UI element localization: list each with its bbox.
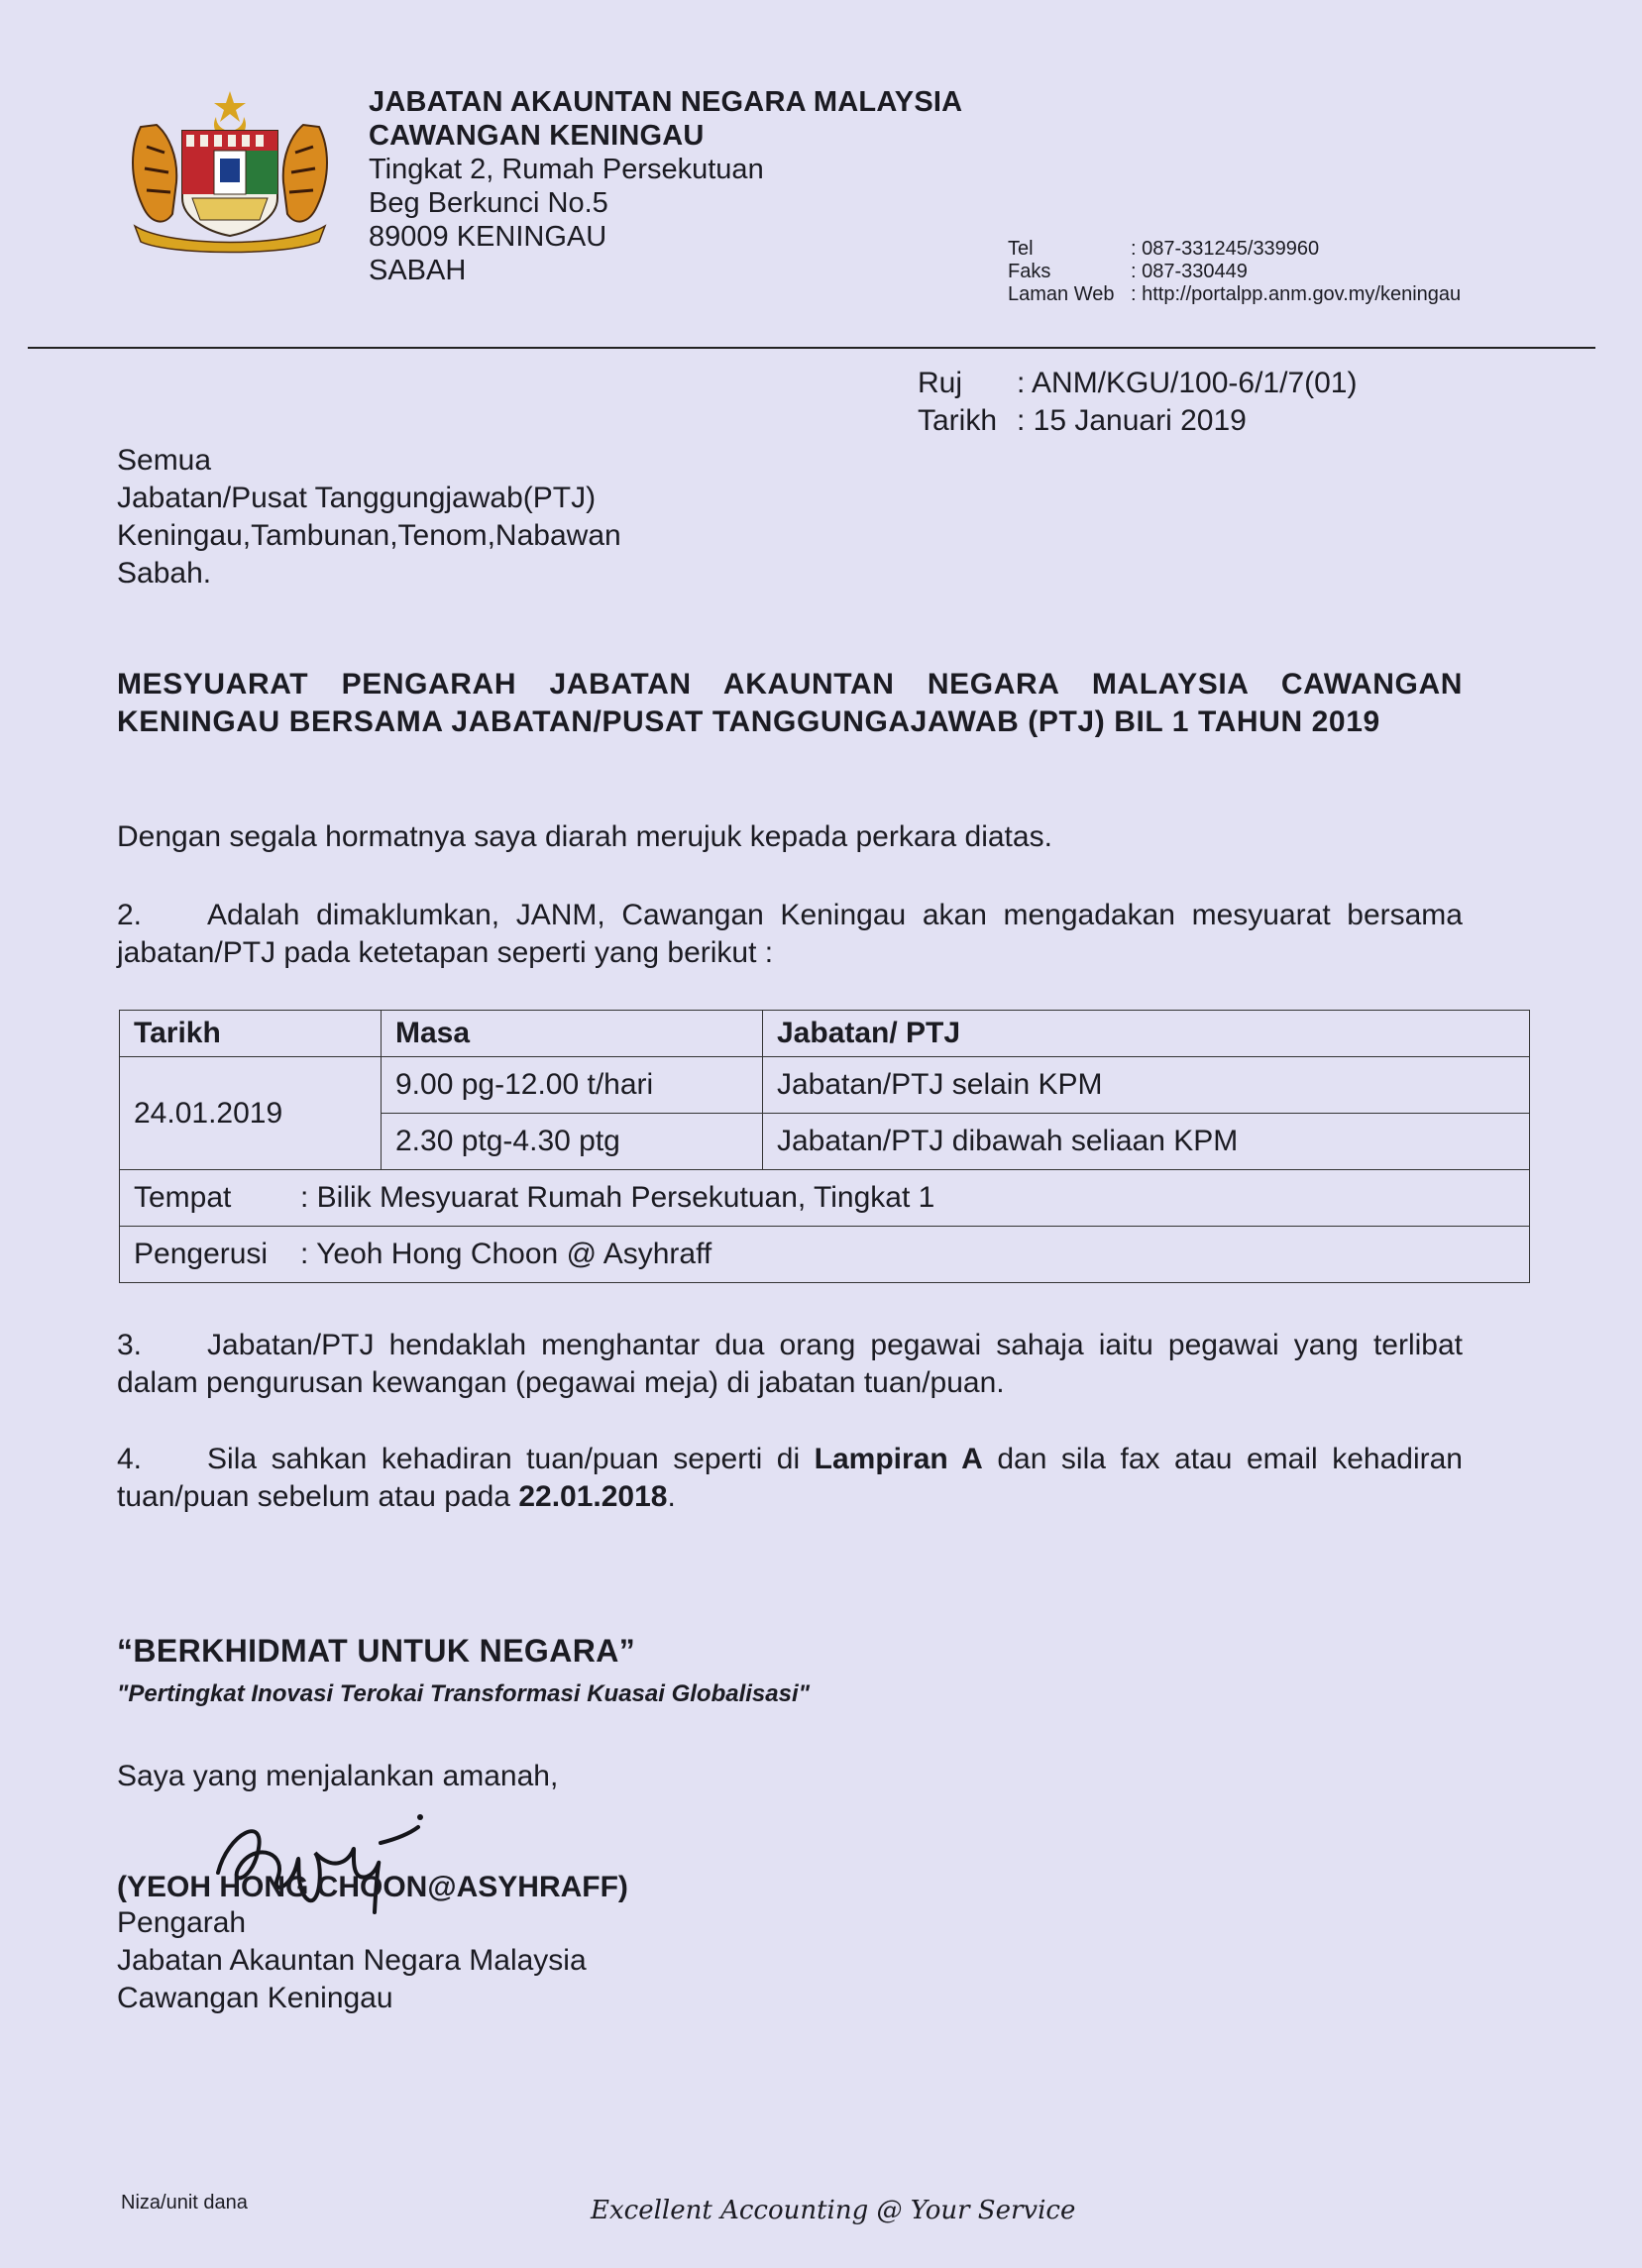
paragraph-4 [117,1441,1463,1516]
pengerusi-value: : Yeoh Hong Choon @ Asyhraff [300,1238,712,1270]
table-cell-masa: 9.00 pg-12.00 t/hari [382,1057,763,1114]
org-branch: CAWANGAN KENINGAU [369,120,705,152]
table-header: Masa [382,1011,763,1057]
address-line: 89009 KENINGAU [369,221,607,253]
paragraph-text: Sila sahkan kehadiran tuan/puan seperti di [207,1443,815,1475]
table-row [120,1057,1530,1114]
subject-heading: MESYUARAT PENGARAH JABATAN AKAUNTAN NEGARA MALAYSIA CAWANGAN KENINGAU BERSAMA JABATAN/PUSAT TANGGUNGAJAWAB (PTJ) BIL 1 TAHUN 2019 [117,668,1463,738]
deadline-date: 22.01.2018 [518,1480,668,1513]
address-line: Beg Berkunci No.5 [369,187,608,219]
table-row-tempat [120,1170,1530,1227]
recipient-line: Semua [117,444,212,477]
signatory-branch: Cawangan Keningau [117,1982,393,2014]
paragraph-text: dan sila fax atau email kehadiran tuan/puan sebelum atau pada [117,1443,1463,1513]
tempat-label: Tempat [134,1181,232,1214]
recipient-block [117,442,621,593]
paragraph-text: Adalah dimaklumkan, JANM, Cawangan Keningau akan mengadakan mesyuarat bersama jabatan/PTJ pada ketetapan seperti yang berikut : [117,899,1463,969]
tempat-value: : Bilik Mesyuarat Rumah Persekutuan, Tingkat 1 [300,1181,935,1214]
recipient-line: Sabah. [117,557,212,590]
lampiran-link-text: Lampiran A [814,1443,983,1475]
contact-web [1008,283,1461,306]
address-line: Tingkat 2, Rumah Persekutuan [369,154,764,185]
contact-value: : http://portalpp.anm.gov.my/keningau [1131,283,1462,305]
paragraph-number: 3. [117,1329,143,1361]
header-divider [28,347,1595,349]
paragraph-text: . [667,1480,676,1513]
footer-note: Niza/unit dana [121,2192,248,2214]
table-cell-masa: 2.30 ptg-4.30 ptg [382,1114,763,1170]
contact-label: Laman Web [1008,283,1115,305]
address-line: SABAH [369,255,467,286]
signatory-dept: Jabatan Akauntan Negara Malaysia [117,1944,587,1977]
signatory-block [117,1871,628,2017]
footer-slogan: Excellent Accounting @ Your Service [591,2196,1076,2225]
contact-label: Tel [1008,238,1034,260]
ruj-label: Ruj [918,367,963,399]
org-name: JABATAN AKAUNTAN NEGARA MALAYSIA [369,86,963,118]
tarikh-value: : 15 Januari 2019 [1017,404,1247,437]
table-row-pengerusi [120,1227,1530,1283]
pengerusi-label: Pengerusi [134,1238,269,1270]
contact-value: : 087-331245/339960 [1131,238,1320,260]
paragraph-3 [117,1327,1463,1402]
table-header-row [120,1011,1530,1057]
table-cell-pengerusi [120,1227,1530,1283]
table-cell-tempat [120,1170,1530,1227]
closing-line: Saya yang menjalankan amanah, [117,1760,559,1792]
table-cell-jabatan: Jabatan/PTJ dibawah seliaan KPM [763,1114,1530,1170]
ruj-value: : ANM/KGU/100-6/1/7(01) [1017,367,1358,399]
contact-fax [1008,261,1461,283]
table-cell-date: 24.01.2019 [120,1057,382,1170]
table-header: Jabatan/ PTJ [763,1011,1530,1057]
paragraph-number: 2. [117,899,143,931]
recipient-line: Jabatan/Pusat Tanggungjawab(PTJ) [117,482,597,514]
reference-block [918,365,1357,440]
recipient-line: Keningau,Tambunan,Tenom,Nabawan [117,519,621,552]
schedule-table [119,1010,1530,1283]
motto-heading: “BERKHIDMAT UNTUK NEGARA” [117,1633,636,1669]
paragraph-2 [117,897,1463,972]
coat-of-arms-logo [121,87,339,254]
contact-tel [1008,238,1461,261]
contact-block [1008,238,1461,306]
table-cell-jabatan: Jabatan/PTJ selain KPM [763,1057,1530,1114]
motto-slogan: "Pertingkat Inovasi Terokai Transformasi Kuasai Globalisasi" [117,1680,811,1707]
signatory-name: (YEOH HONG CHOON@ASYHRAFF) [117,1871,628,1903]
paragraph-text: Jabatan/PTJ hendaklah menghantar dua orang pegawai sahaja iaitu pegawai yang terlibat dalam pengurusan kewangan (pegawai meja) di jabatan tuan/puan. [117,1329,1463,1399]
contact-value: : 087-330449 [1131,261,1248,282]
contact-label: Faks [1008,261,1051,282]
signatory-title: Pengarah [117,1906,247,1939]
table-header: Tarikh [120,1011,382,1057]
opening-line: Dengan segala hormatnya saya diarah merujuk kepada perkara diatas. [117,820,1052,853]
paragraph-number: 4. [117,1443,143,1475]
tarikh-label: Tarikh [918,404,998,437]
